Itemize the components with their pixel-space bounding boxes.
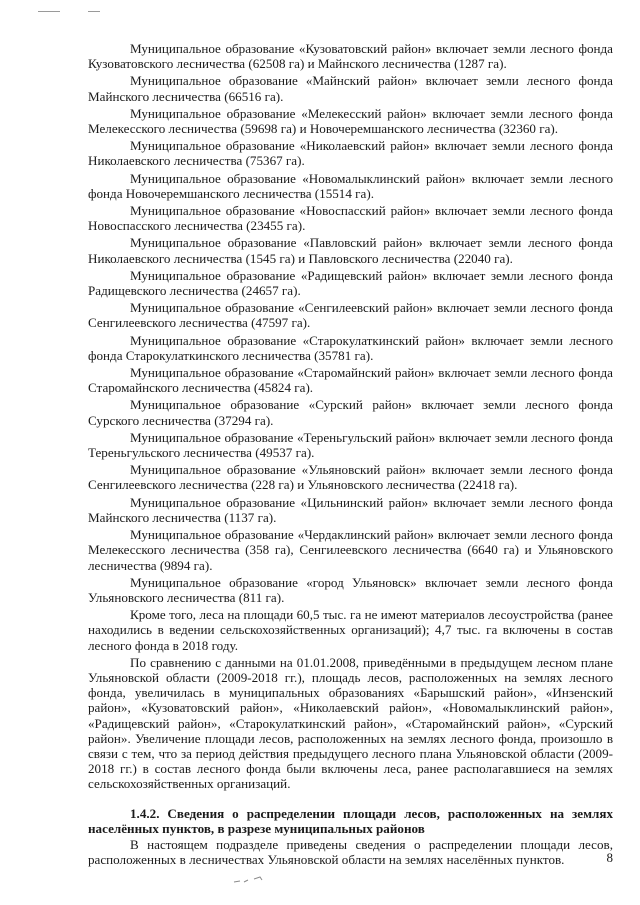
paragraph: Муниципальное образование «Мелекесский район» включает земли лесного фонда Мелекесского лесничества (59698 га) и Новочеремшанского лесничества (32360 га). (88, 105, 613, 137)
paragraph: Муниципальное образование «Чердаклинский район» включает земли лесного фонда Мелекесского лесничества (358 га), Сенгилеевского лесничества (6640 га) и Ульяновского лесничества (9894 га). (88, 527, 613, 573)
paragraph-unsurveyed-forests: Кроме того, леса на площади 60,5 тыс. га не имеют материалов лесоустройства (ранее находились в ведении сельскохозяйственных организаций); 4,7 тыс. га включены в состав лесного фонда в 2018 году. (88, 607, 613, 653)
section-heading: 1.4.2. Сведения о распределении площади лесов, расположенных на землях населённых пунктов, в разрезе муниципальных районов (88, 805, 613, 836)
smudge-icon (232, 873, 268, 885)
section-intro-paragraph: В настоящем подразделе приведены сведения о распределении площади лесов, расположенных в лесничествах Ульяновской области на землях населённых пунктов. (88, 836, 613, 868)
paragraph: Муниципальное образование «Ульяновский район» включает земли лесного фонда Сенгилеевского лесничества (228 га) и Ульяновского лесничества (22418 га). (88, 462, 613, 493)
paragraph: Муниципальное образование «Майнский район» включает земли лесного фонда Майнского лесничества (66516 га). (88, 73, 613, 104)
paragraph: Муниципальное образование «Павловский район» включает земли лесного фонда Николаевского лесничества (1545 га) и Павловского лесничества (22040 га). (88, 235, 613, 266)
paragraph: Муниципальное образование «Новомалыклинский район» включает земли лесного фонда Новочеремшанского лесничества (15514 га). (88, 170, 613, 201)
paragraph: Муниципальное образование «Новоспасский район» включает земли лесного фонда Новоспасского лесничества (23455 га). (88, 203, 613, 234)
scan-artifact-line (88, 11, 100, 12)
paragraph: Муниципальное образование «Цильнинский район» включает земли лесного фонда Майнского лесничества (1137 га). (88, 494, 613, 525)
paragraph: Муниципальное образование «город Ульяновск» включает земли лесного фонда Ульяновского лесничества (811 га). (88, 574, 613, 605)
paragraph: Муниципальное образование «Сурский район» включает земли лесного фонда Сурского лесничества (37294 га). (88, 397, 613, 428)
document-page (88, 41, 613, 869)
paragraph: Муниципальное образование «Тереньгульский район» включает земли лесного фонда Тереньгульского лесничества (49537 га). (88, 429, 613, 461)
paragraph-comparison-2008: По сравнению с данными на 01.01.2008, приведёнными в предыдущем лесном плане Ульяновской области (2009-2018 гг.), площадь лесов, расположенных на землях лесного фонда, увеличилась в муниципальных образованиях «Барышский район», «Инзенский район», «Кузоватовский район», «Николаевский район», «Новомалыклинский район», «Радищевский район», «Старокулаткинский район», «Старомайнский район», «Сурский район». Увеличение площади лесов, расположенных на землях лесного фонда, произошло в связи с тем, что за период действия предыдущего лесного плана Ульяновской области (2009-2018 гг.) в состав лесного фонда были включены леса, ранее располагавшиеся на землях сельскохозяйственных организаций. (88, 654, 613, 792)
scan-artifact-line (38, 11, 60, 12)
municipal-forest-list (88, 41, 613, 605)
page-number: 8 (606, 850, 613, 865)
paragraph: Муниципальное образование «Кузоватовский район» включает земли лесного фонда Кузоватовского лесничества (62508 га) и Майнского лесничества (1287 га). (88, 41, 613, 72)
paragraph: Муниципальное образование «Старомайнский район» включает земли лесного фонда Старомайнского лесничества (45824 га). (88, 365, 613, 396)
paragraph: Муниципальное образование «Николаевский район» включает земли лесного фонда Николаевского лесничества (75367 га). (88, 138, 613, 169)
paragraph: Муниципальное образование «Радищевский район» включает земли лесного фонда Радищевского лесничества (24657 га). (88, 267, 613, 299)
paragraph: Муниципальное образование «Сенгилеевский район» включает земли лесного фонда Сенгилеевского лесничества (47597 га). (88, 300, 613, 331)
scan-artifact-mark (232, 873, 268, 887)
paragraph: Муниципальное образование «Старокулаткинский район» включает земли лесного фонда Старокулаткинского лесничества (35781 га). (88, 332, 613, 363)
